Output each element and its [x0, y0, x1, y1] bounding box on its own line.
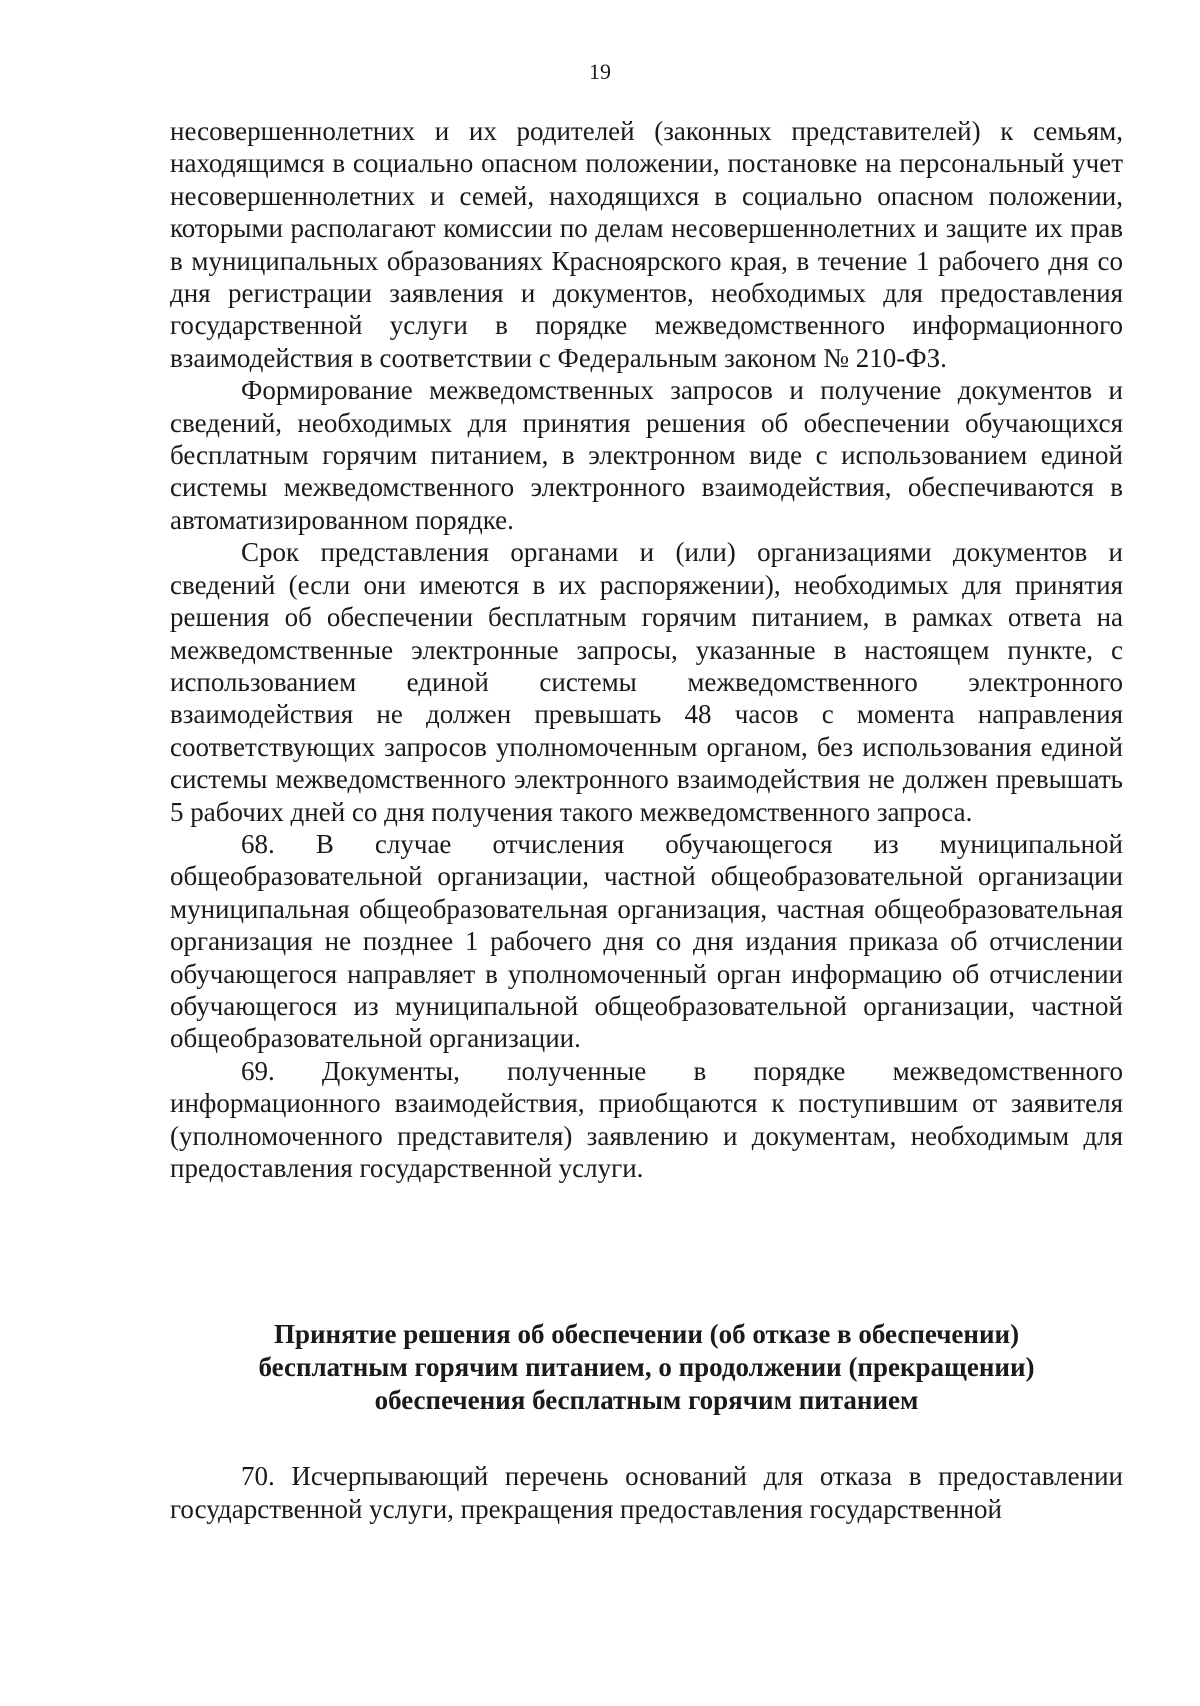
paragraph-item-68: 68. В случае отчисления обучающегося из муниципальной общеобразовательной организации, частной общеобразовательной организации муниципальная общеобразовательная организация, частная общеобразовательная организация не позднее 1 рабочего дня со дня издания приказа об отчислении обучающегося направляет в уполномоченный орган информацию об отчислении обучающегося из муниципальной общеобразовательной организации, частной общеобразовательной организации. [170, 828, 1123, 1054]
section-heading-line: обеспечения бесплатным горячим питанием [374, 1385, 919, 1415]
section-heading [170, 1318, 1123, 1417]
page-number: 19 [589, 59, 611, 84]
paragraph-item-69: 69. Документы, полученные в порядке межведомственного информационного взаимодействия, приобщаются к поступившим от заявителя (уполномоченного представителя) заявлению и документам, необходимым для предоставления государственной услуги. [170, 1055, 1123, 1183]
section-heading-line: бесплатным горячим питанием, о продолжении (прекращении) [258, 1352, 1035, 1382]
body-text [170, 115, 1123, 1184]
section-heading-line: Принятие решения об обеспечении (об отказе в обеспечении) [273, 1319, 1020, 1349]
paragraph-continuation: несовершеннолетних и их родителей (законных представителей) к семьям, находящимся в социально опасном положении, постановке на персональный учет несовершеннолетних и семей, находящихся в социально опасном положении, которыми располагают комиссии по делам несовершеннолетних и защите их прав в муниципальных образованиях Красноярского края, в течение 1 рабочего дня со дня регистрации заявления и документов, необходимых для предоставления государственной услуги в порядке межведомственного информационного взаимодействия в соответствии с Федеральным законом № 210-ФЗ. [170, 116, 1123, 373]
tail-text [170, 1460, 1123, 1526]
paragraph-response-deadline: Срок представления органами и (или) организациями документов и сведений (если они имеются в их распоряжении), необходимых для принятия решения об обеспечении бесплатным горячим питанием, в рамках ответа на межведомственные электронные запросы, указанные в настоящем пункте, с использованием единой системы межведомственного электронного взаимодействия не должен превышать 48 часов с момента направления соответствующих запросов уполномоченным органом, без использования единой системы межведомственного электронного взаимодействия не должен превышать 5 рабочих дней со дня получения такого межведомственного запроса. [170, 537, 1123, 827]
paragraph-item-70: 70. Исчерпывающий перечень оснований для отказа в предоставлении государственной услуги, прекращения предоставления государственной [170, 1461, 1123, 1524]
paragraph-interagency-requests: Формирование межведомственных запросов и получение документов и сведений, необходимых для принятия решения об обеспечении обучающихся бесплатным горячим питанием, в электронном виде с использованием единой системы межведомственного электронного взаимодействия, обеспечиваются в автоматизированном порядке. [170, 375, 1123, 535]
